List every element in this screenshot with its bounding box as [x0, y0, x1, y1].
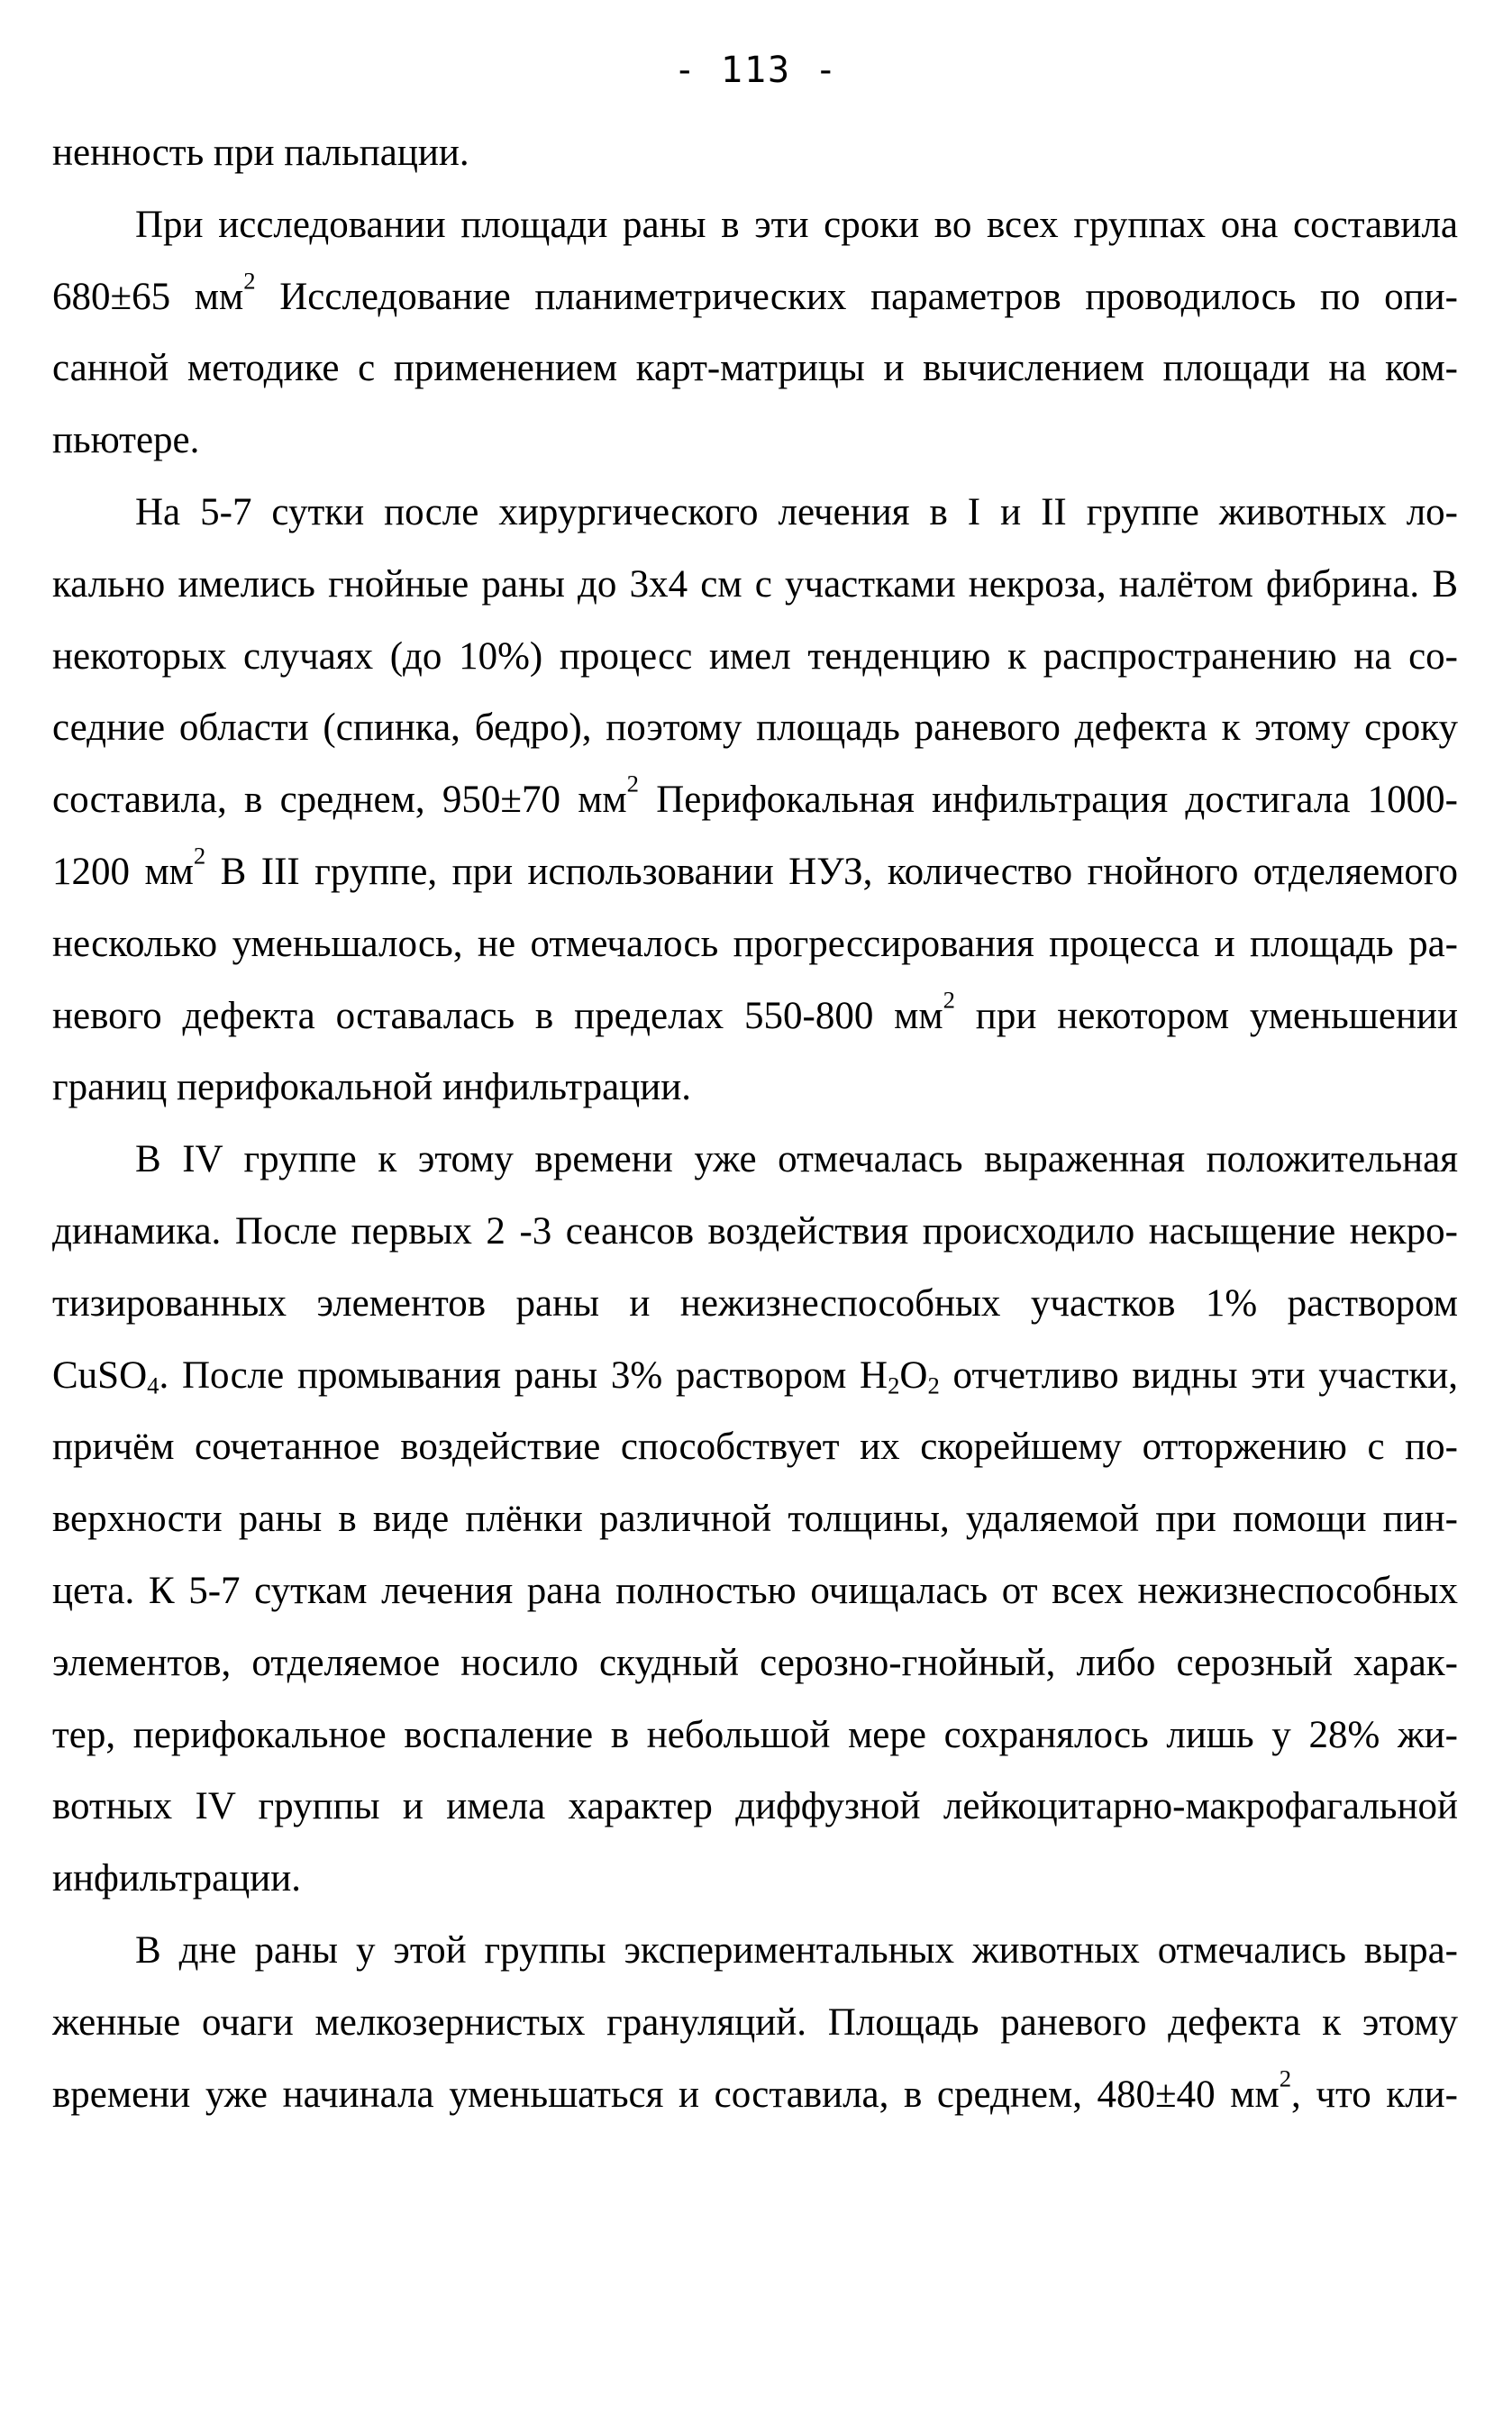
text-line: CuSO$_4$. После промывания раны 3% раствором $H_2O_2$ отчетливо видны эти участки,: [52, 1353, 1458, 1399]
text-line: седние области (спинка, бедро), поэтому площадь раневого дефекта к этому сроку: [52, 706, 1458, 750]
text-line: санной методике с применением карт-матрицы и вычислением площади на ком-: [52, 347, 1458, 390]
text-line: инфильтрации.: [52, 1857, 302, 1900]
text-line: ненность при пальпации.: [52, 132, 469, 174]
text-line: В дне раны у этой группы экспериментальных животных отмечались выра-: [135, 1928, 1458, 1972]
text-line: динамика. После первых 2 -3 сеансов воздействия происходило насыщение некро-: [52, 1209, 1458, 1253]
text-line: пьютере.: [52, 419, 200, 462]
text-line: 1200 $мм^2$ В III группе, при использовании НУЗ, количество гнойного отделяемого: [52, 842, 1458, 893]
text-line: кально имелись гнойные раны до 3х4 см с участками некроза, налётом фибрина. В: [52, 562, 1458, 606]
text-line: невого дефекта оставалась в пределах 550-800 $мм^2$ при некотором уменьшении: [52, 985, 1458, 1037]
text-line: времени уже начинала уменьшаться и составила, в среднем, 480±40 $мм^2$, что кли-: [52, 2064, 1458, 2116]
text-line: На 5-7 сутки после хирургического лечения в I и II группе животных ло-: [135, 490, 1458, 533]
text-line: несколько уменьшалось, не отмечалось прогрессирования процесса и площадь ра-: [52, 922, 1458, 965]
text-line: При исследовании площади раны в эти сроки во всех группах она составила: [135, 203, 1458, 246]
body-text: [52, 117, 1458, 2130]
text-line: цета. К 5-7 суткам лечения рана полностью очищалась от всех нежизнеспособных: [52, 1569, 1458, 1612]
text-line: границ перифокальной инфильтрации.: [52, 1066, 692, 1109]
text-line: В IV группе к этому времени уже отмечалась выраженная положительная: [135, 1138, 1458, 1181]
text-line: 680±65 $мм^2$ Исследование планиметрических параметров проводилось по опи-: [52, 266, 1458, 318]
text-line: составила, в среднем, 950±70 $мм^2$ Перифокальная инфильтрация достигала 1000-: [52, 770, 1458, 822]
text-line: некоторых случаях (до 10%) процесс имел тенденцию к распространению на со-: [52, 634, 1458, 678]
text-line: причём сочетанное воздействие способствует их скорейшему отторжению с по-: [52, 1426, 1458, 1469]
text-line: тер, перифокальное воспаление в небольшой мере сохранялось лишь у 28% жи-: [52, 1713, 1458, 1756]
text-line: элементов, отделяемое носило скудный серозно-гнойный, либо серозный харак-: [52, 1641, 1458, 1684]
text-line: женные очаги мелкозернистых грануляций. Площадь раневого дефекта к этому: [52, 2000, 1458, 2044]
text-line: тизированных элементов раны и нежизнеспособных участков 1% раствором: [52, 1281, 1458, 1325]
page-number: - 113 -: [673, 50, 839, 91]
text-line: верхности раны в виде плёнки различной толщины, удаляемой при помощи пин-: [52, 1498, 1458, 1541]
text-line: вотных IV группы и имела характер диффузной лейкоцитарно-макрофагальной: [52, 1785, 1458, 1828]
